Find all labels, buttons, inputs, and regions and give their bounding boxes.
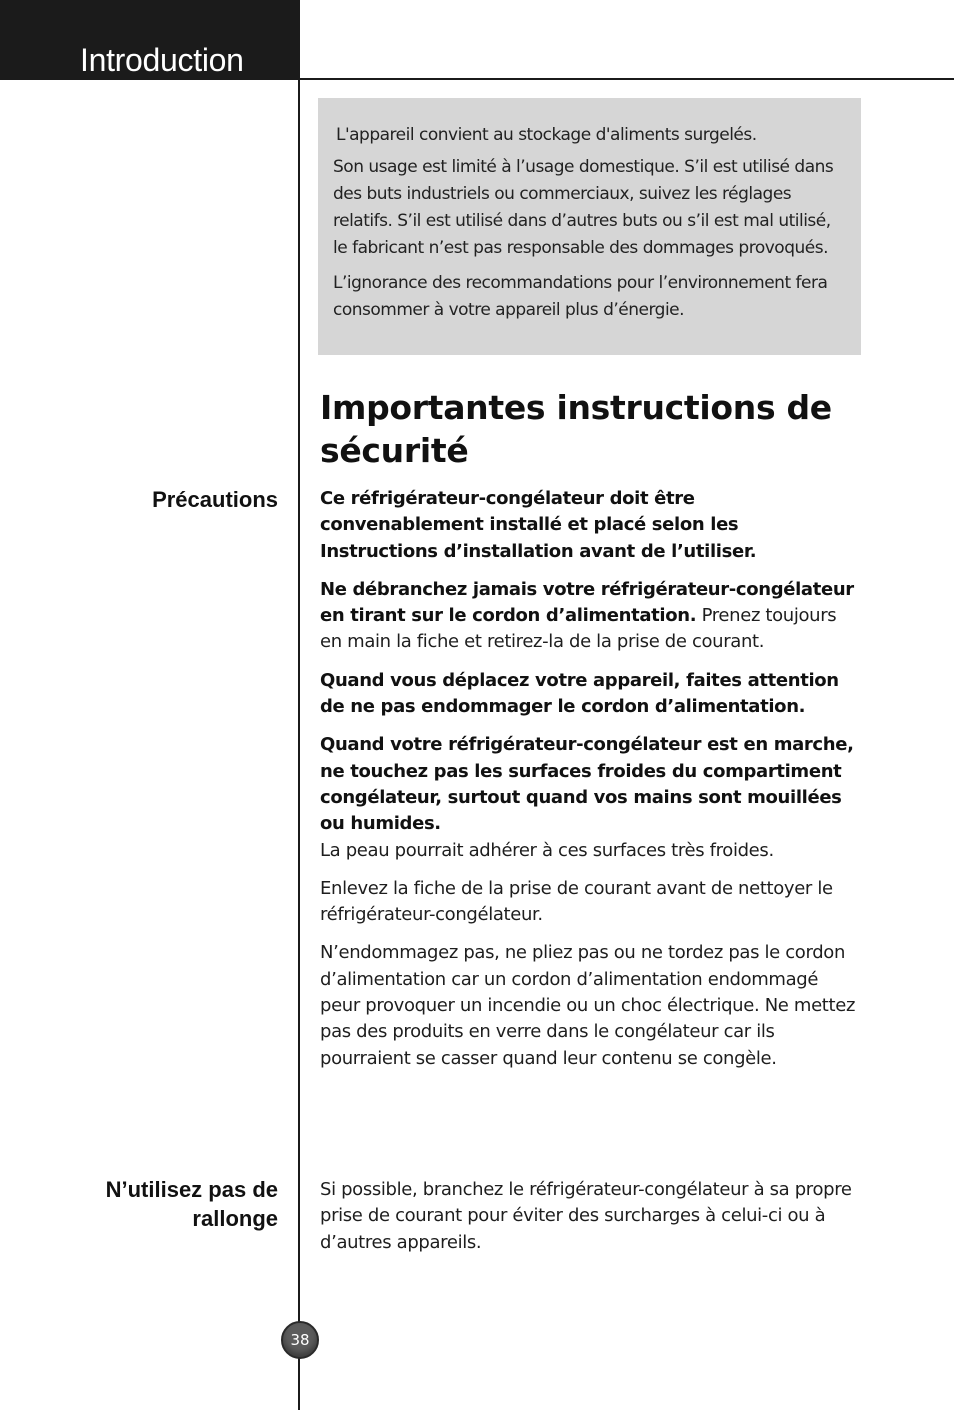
- precaution-bold: Ce réfrigérateur-congélateur doit être convenablement installé et placé selon les Instructions d’installation avant de l’utiliser.: [320, 488, 757, 562]
- precaution-bold: Quand votre réfrigérateur-congélateur est en marche, ne touchez pas les surfaces froides du compartiment congélateur, surtout quand vos mains sont mouillées ou humides.: [320, 734, 854, 835]
- precautions-content: [320, 486, 860, 1084]
- header-rule: [300, 78, 954, 80]
- page-number-badge: 38: [281, 1321, 319, 1359]
- extension-content: [320, 1177, 860, 1268]
- extension-heading-line: N’utilisez pas de: [105, 1177, 278, 1202]
- precaution-text: N’endommagez pas, ne pliez pas ou ne tordez pas le cordon d’alimentation car un cordon d’alimentation endommagé peur provoquer un incendie ou un choc électrique. Ne mettez pas des produits en verre dans le congélateur car ils pourraient se casser quand leur contenu se congèle.: [320, 942, 856, 1069]
- extension-text: Si possible, branchez le réfrigérateur-congélateur à sa propre prise de courant pour éviter des surcharges à celui-ci ou à d’autres appareils.: [320, 1179, 852, 1253]
- precaution-text: La peau pourrait adhérer à ces surfaces très froides.: [320, 839, 774, 861]
- precaution-bold: Ne débranchez jamais votre réfrigérateur-congélateur en tirant sur le cordon d’alimentation.: [320, 578, 854, 627]
- precaution-item: [320, 940, 860, 1071]
- extension-heading: [106, 1175, 278, 1233]
- precaution-item: [320, 668, 860, 721]
- extension-heading-line: rallonge: [192, 1206, 278, 1231]
- page-section-title: Introduction: [80, 42, 244, 78]
- precaution-item: [320, 876, 860, 929]
- precaution-item: [320, 486, 860, 565]
- info-paragraph: L'appareil convient au stockage d'aliments surgelés.: [336, 125, 757, 145]
- margin-rule: [298, 80, 300, 1410]
- precaution-text: Enlevez la fiche de la prise de courant avant de nettoyer le réfrigérateur-congélateur.: [320, 877, 833, 926]
- precautions-heading: Précautions: [152, 487, 278, 512]
- precaution-item: [320, 577, 860, 656]
- precaution-bold: Quand vous déplacez votre appareil, faites attention de ne pas endommager le cordon d’alimentation.: [320, 669, 839, 718]
- precaution-item: [320, 732, 860, 863]
- section-title: Importantes instructions de sécurité: [320, 388, 832, 470]
- info-paragraph: L’ignorance des recommandations pour l’environnement fera consommer à votre appareil plus d’énergie.: [333, 273, 828, 320]
- info-paragraph: Son usage est limité à l’usage domestique. S’il est utilisé dans des buts industriels ou commerciaux, suivez les réglages relatifs. S’il est utilisé dans d’autres buts ou s’il est mal utilisé, le fabricant n’est pas responsable des dommages provoqués.: [333, 157, 834, 258]
- precaution-text: Prenez toujours en main la fiche et retirez-la de la prise de courant.: [320, 605, 837, 653]
- info-box: [318, 98, 861, 355]
